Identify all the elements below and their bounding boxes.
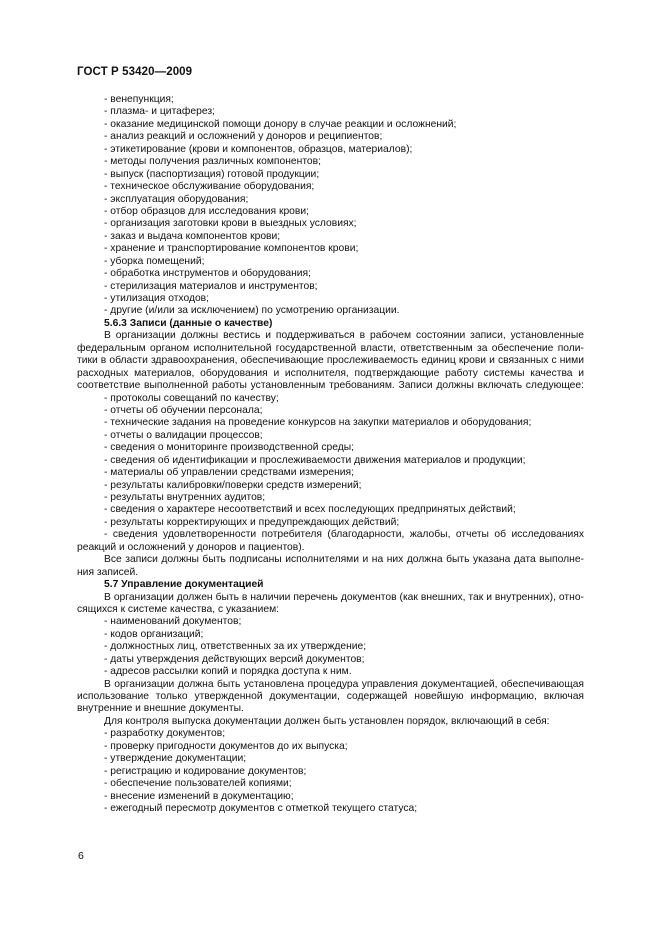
list-item: - обеспечение пользователей копиями;	[104, 778, 292, 790]
list-item: - наименований документов;	[104, 616, 242, 628]
list-item: - техническое обслуживание оборудования;	[104, 181, 315, 193]
list-item: - отчеты о валидации процессов;	[104, 429, 263, 441]
paragraph-line: федеральным органом исполнительной государственной власти, ответственным за обеспечение поли-	[77, 342, 584, 354]
document-body	[77, 94, 584, 815]
list-item: - хранение и транспортирование компонентов крови;	[104, 243, 359, 255]
list-item: - другие (и/или за исключением) по усмотрению организации.	[104, 305, 400, 317]
list-item: - адресов рассылки копий и порядка доступа к ним.	[104, 666, 352, 678]
section-heading: 5.6.3 Записи (данные о качестве)	[104, 317, 273, 329]
list-item: - оказание медицинской помощи донору в случае реакции и осложнений;	[104, 118, 457, 130]
list-item: - материалы об управлении средствами измерения;	[104, 467, 354, 479]
document-header: ГОСТ Р 53420—2009	[77, 66, 193, 78]
list-item: - разработку документов;	[104, 728, 226, 740]
list-item: - утверждение документации;	[104, 753, 247, 765]
list-item: - кодов организаций;	[104, 628, 204, 640]
paragraph-line: сящихся к системе качества, с указанием:	[77, 603, 280, 615]
list-item: - технические задания на проведение конкурсов на закупки материалов и оборудования;	[104, 417, 532, 429]
list-item: - проверку пригодности документов до их выпуска;	[104, 740, 348, 752]
list-item: - анализ реакций и осложнений у доноров и реципиентов;	[104, 131, 383, 143]
paragraph-line: Все записи должны быть подписаны исполнителями и на них должна быть указана дата выполне-	[104, 554, 584, 566]
list-item: - результаты калибровки/поверки средств измерений;	[104, 479, 362, 491]
paragraph-line: ния записей.	[77, 566, 139, 578]
paragraph-line: В организации должны вестись и поддерживаться в рабочем состоянии записи, установленные	[104, 330, 584, 342]
list-item: - результаты внутренних аудитов;	[104, 492, 266, 503]
section-heading: 5.7 Управление документацией	[104, 579, 264, 591]
paragraph-line: расходных материалов, оборудования и исполнителя, подтверждающие работу системы качества и	[77, 367, 584, 379]
list-item: - стерилизация материалов и инструментов;	[104, 280, 318, 292]
list-item: Для контроля выпуска документации должен быть установлен порядок, включающий в себя:	[104, 715, 550, 727]
list-item: - ежегодный пересмотр документов с отметкой текущего статуса;	[104, 802, 418, 814]
paragraph-line: В организации должен быть в наличии перечень документов (как внешних, так и внутренних), отно-	[104, 591, 584, 603]
list-item: - сведения об идентификации и прослеживаемости движения материалов и продукции;	[104, 454, 526, 466]
paragraph-line: тики в области здравоохранения, обеспечивающие прослеживаемость единиц крови и связанных с ними	[77, 355, 584, 367]
paragraph-line: реакций и осложнений у доноров и пациентов).	[77, 541, 305, 553]
list-item: - эксплуатация оборудования;	[104, 193, 249, 205]
paragraph-line: соответствие выполненной работы установленным требованиям. Записи должны включать следующее:	[77, 380, 584, 392]
list-item: - сведения о мониторинге производственной среды;	[104, 442, 355, 454]
list-item: - утилизация отходов;	[104, 293, 210, 304]
list-item: - внесение изменений в документацию;	[104, 790, 294, 802]
list-item: - методы получения различных компонентов;	[104, 156, 321, 168]
list-item: - обработка инструментов и оборудования;	[104, 268, 311, 280]
list-item: - отбор образцов для исследования крови;	[104, 205, 309, 217]
list-item: - регистрацию и кодирование документов;	[104, 765, 307, 777]
list-item: - протоколы совещаний по качеству;	[104, 392, 279, 404]
paragraph-line: использование только утвержденной документации, содержащей новейшую информацию, включая	[77, 691, 584, 702]
page-number: 6	[78, 850, 84, 862]
paragraph-line: - сведения удовлетворенности потребителя (благодарности, жалобы, отчеты об исследованиях	[104, 529, 584, 541]
list-item: - даты утверждения действующих версий документов;	[104, 653, 365, 665]
list-item: - уборка помещений;	[104, 255, 205, 267]
list-item: - организация заготовки крови в выездных условиях;	[104, 218, 357, 230]
list-item: - плазма- и цитаферез;	[104, 106, 215, 118]
list-item: - отчеты об обучении персонала;	[104, 404, 263, 416]
list-item: - венепункция;	[104, 94, 174, 105]
list-item: - должностных лиц, ответственных за их утверждение;	[104, 641, 367, 653]
list-item: - результаты корректирующих и предупреждающих действий;	[104, 516, 400, 528]
list-item: - выпуск (паспортизация) готовой продукции;	[104, 168, 320, 180]
list-item: - сведения о характере несоответствий и всех последующих предпринятых действий;	[104, 504, 516, 516]
list-item: - этикетирование (крови и компонентов, образцов, материалов);	[104, 143, 413, 155]
paragraph-line: внутренние и внешние документы.	[77, 703, 244, 715]
paragraph-line: В организации должна быть установлена процедура управления документацией, обеспечивающая	[104, 678, 584, 690]
list-item: - заказ и выдача компонентов крови;	[104, 230, 281, 242]
